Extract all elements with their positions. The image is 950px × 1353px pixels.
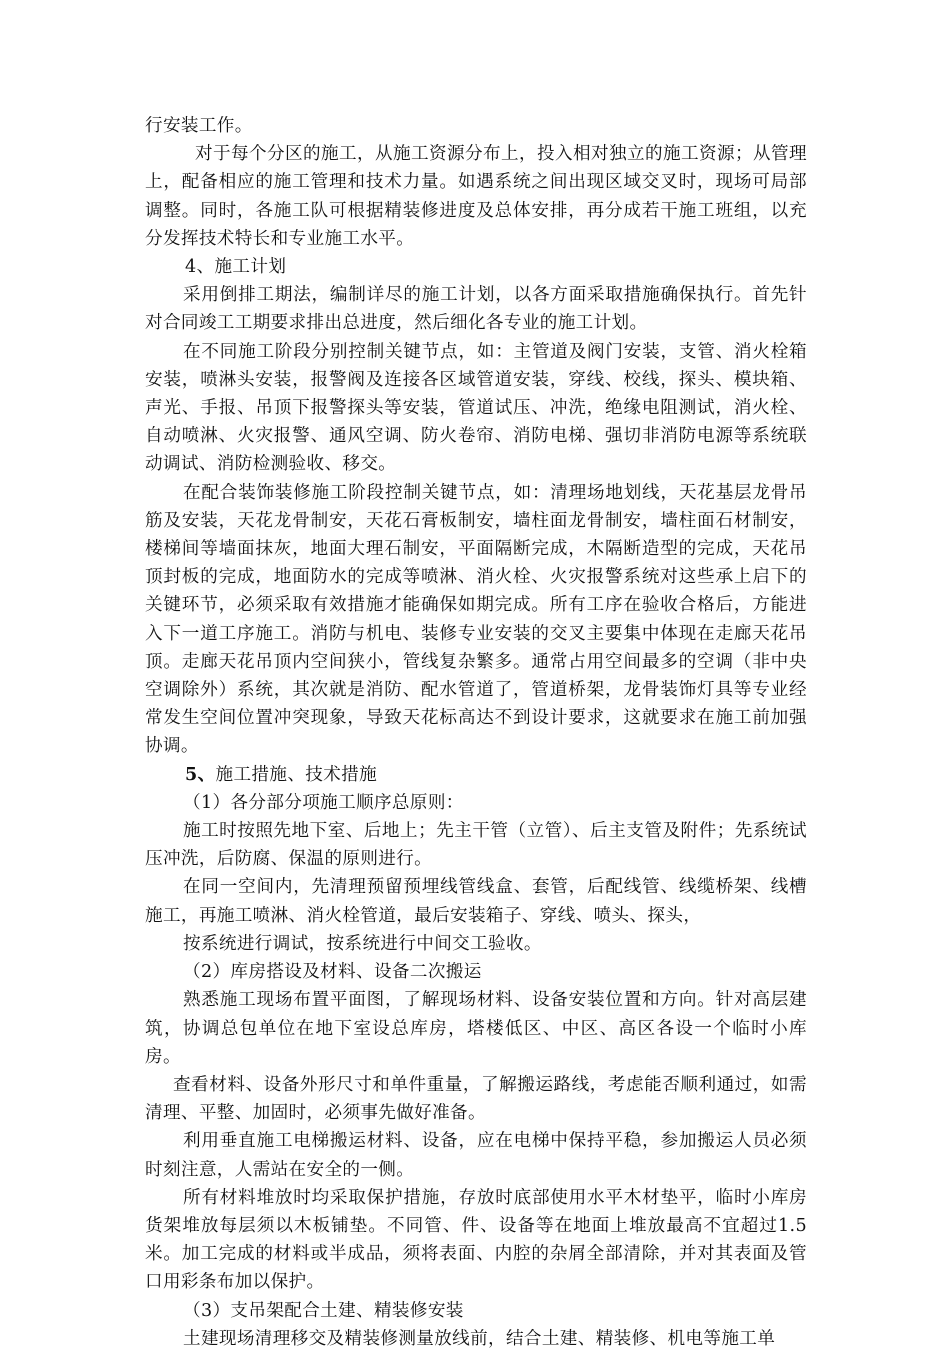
- section-number: 5、: [185, 763, 216, 785]
- section-heading-4: 4、施工计划: [185, 257, 287, 278]
- paragraph: 对于每个分区的施工，从施工资源分布上，投入相对独立的施工资源；从管理上，配备相应的施工管理和技术力量。如遇系统之间出现区域交叉时，现场可局部调整。同时，各施工队可根据精装修进度及总体安排，再分成若干施工班组，以充分发挥技术特长和专业施工水平。: [145, 144, 807, 249]
- paragraph: 土建现场清理移交及精装修测量放线前，结合土建、精装修、机电等施工单: [183, 1328, 776, 1349]
- paragraph: 利用垂直施工电梯搬运材料、设备，应在电梯中保持平稳，参加搬运人员必须时刻注意，人需站在安全的一侧。: [145, 1131, 807, 1180]
- paragraph: 在不同施工阶段分别控制关键节点，如：主管道及阀门安装，支管、消火栓箱安装，喷淋头安装，报警阀及连接各区域管道安装，穿线、校线，探头、模块箱、声光、手报、吊顶下报警探头等安装，管道试压、冲洗，绝缘电阻测试，消火栓、自动喷淋、火灾报警、通风空调、防火卷帘、消防电梯、强切非消防电源等系统联动调试、消防检测验收、移交。: [145, 341, 807, 475]
- paragraph: 所有材料堆放时均采取保护措施，存放时底部使用水平木材垫平，临时小库房货架堆放每层须以木板铺垫。不同管、件、设备等在地面上堆放最高不宜超过1.5米。加工完成的材料或半成品，须将表面、内腔的杂屑全部清除，并对其表面及管口用彩条布加以保护。: [145, 1187, 807, 1293]
- section-heading-text: 施工措施、技术措施: [215, 764, 378, 785]
- section-heading-5: [145, 761, 807, 789]
- paragraph: 按系统进行调试，按系统进行中间交工验收。: [183, 933, 542, 954]
- paragraph: 在同一空间内，先清理预留预埋线管线盒、套管，后配线管、线缆桥架、线槽施工，再施工喷淋、消火栓管道，最后安装箱子、穿线、喷头、探头，: [145, 877, 807, 926]
- paragraph: 熟悉施工现场布置平面图，了解现场材料、设备安装位置和方向。针对高层建筑，协调总包单位在地下室设总库房，塔楼低区、中区、高区各设一个临时小库房。: [145, 990, 807, 1067]
- paragraph: 行安装工作。: [145, 116, 253, 136]
- paragraph: 在配合装饰装修施工阶段控制关键节点，如：清理场地划线，天花基层龙骨吊筋及安装，天花龙骨制安，天花石膏板制安，墙柱面龙骨制安，墙柱面石材制安，楼梯间等墙面抹灰，地面大理石制安，平面隔断完成，木隔断造型的完成，天花吊顶封板的完成，地面防水的完成等喷淋、消火栓、火灾报警系统对这些承上启下的关键环节，必须采取有效措施才能确保如期完成。所有工序在验收合格后，方能进入下一道工序施工。消防与机电、装修专业安装的交叉主要集中体现在走廊天花吊顶。走廊天花吊顶内空间狭小，管线复杂繁多。通常占用空间最多的空调（非中央空调除外）系统，其次就是消防、配水管道了，管道桥架，龙骨装饰灯具等专业经常发生空间位置冲突现象，导致天花标高达不到设计要求，这就要求在施工前加强协调。: [145, 482, 807, 757]
- subsection-heading: （2）库房搭设及材料、设备二次搬运: [183, 962, 482, 983]
- paragraph: 采用倒排工期法，编制详尽的施工计划，以各方面采取措施确保执行。首先针对合同竣工工期要求排出总进度，然后细化各专业的施工计划。: [145, 285, 807, 334]
- paragraph: 查看材料、设备外形尺寸和单件重量，了解搬运路线，考虑能否顺利通过，如需清理、平整、加固时，必须事先做好准备。: [145, 1074, 807, 1124]
- subsection-heading: （1）各分部分项施工顺序总原则：: [183, 792, 464, 813]
- paragraph: 施工时按照先地下室、后地上；先主干管（立管）、后主支管及附件；先系统试压冲洗，后防腐、保温的原则进行。: [145, 821, 807, 870]
- document-body: [145, 112, 807, 1353]
- subsection-heading: （3）支吊架配合土建、精装修安装: [183, 1300, 464, 1321]
